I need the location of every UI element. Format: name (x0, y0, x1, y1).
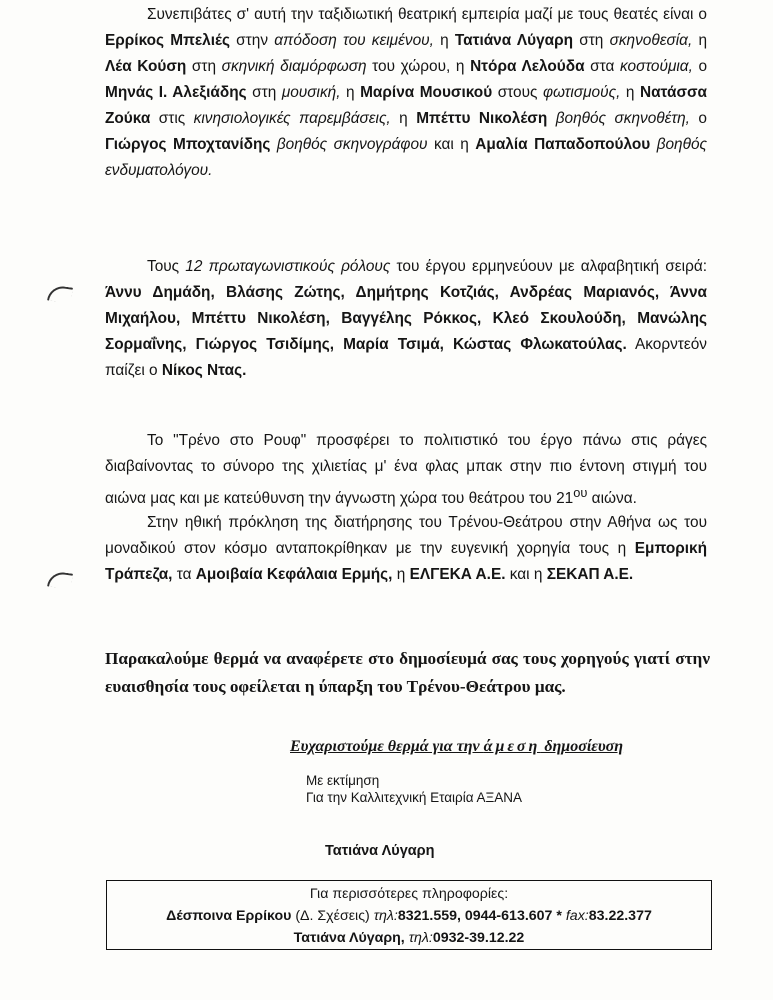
text-run: στις (150, 110, 194, 127)
text-run: του έργου ερμηνεύουν με αλφαβητική σειρά: (390, 258, 707, 275)
text-run: Μπέττυ Νικολέση (416, 110, 548, 127)
signer-name: Τατιάνα Λύγαρη (325, 843, 435, 859)
text-run: Μηνάς Ι. Αλεξιάδης (105, 84, 247, 101)
text-run: 8321.559, 0944-613.607 (397, 908, 553, 924)
text-run: στους (492, 84, 543, 101)
text-run: μουσική, (281, 84, 341, 101)
closing-company: Για την Καλλιτεχνική Εταιρία ΑΞΑΝΑ (306, 790, 523, 805)
text-run: ο (692, 58, 708, 75)
text-run: απόδοση του κειμένου, (274, 32, 434, 49)
text-run (547, 110, 555, 127)
text-run: (Δ. Σχέσεις) (291, 908, 374, 924)
text-run: η (692, 32, 708, 49)
text-run: Νατάσσα Ζούκα (105, 84, 707, 127)
paragraph-credits (105, 2, 707, 184)
sponsor-appeal: Παρακαλούμε θερμά να αναφέρετε στο δημοσίευμά σας τους χορηγούς γιατί στην ευαισθησία τους οφείλεται η ύπαρξη του Τρένου-Θεάτρου μας. (105, 649, 710, 696)
text-run: Τατιάνα Λύγαρη, (293, 930, 405, 946)
text-run: στην (229, 32, 275, 49)
punch-hole-mark (47, 570, 73, 589)
text-run: η (620, 84, 640, 101)
text-run: η (392, 566, 410, 583)
text-run: Εμπορική Τράπεζα, (105, 540, 707, 583)
text-run: βοηθός σκηνοθέτη, (555, 110, 690, 127)
contact-row-press (107, 905, 711, 927)
text-run: κοστούμια, (620, 58, 693, 75)
text-run: τηλ: (373, 908, 398, 924)
text-run: στα (584, 58, 621, 75)
text-run: Τους (147, 258, 186, 275)
text-run: Γιώργος Μποχτανίδης (105, 136, 271, 153)
text-run: η (340, 84, 361, 101)
text-run: τα (172, 566, 196, 583)
punch-hole-mark (47, 284, 73, 303)
contact-row-director (107, 927, 711, 949)
text-run: Άννυ Δημάδη, Βλάσης Ζώτης, Δημήτρης Κοτζιάς, Ανδρέας Μαριανός, Άννα Μιχαήλου, Μπέττυ Νικολέση, Βαγγέλης Ρόκκος, Κλεό Σκουλούδη, Μανώλης Σορμαΐνης, Γιώργος Τσιδίμης, Μαρία Τσιμά, Κώστας Φλωκατούλας. (105, 284, 707, 353)
text-run: * (552, 908, 566, 924)
text-run: ο (689, 110, 707, 127)
text-run: φωτισμούς, (542, 84, 621, 101)
text-run: ΕΛΓΕΚΑ Α.Ε. (409, 566, 506, 583)
text-run: σκηνική διαμόρφωση (221, 58, 367, 75)
paragraph-sponsors (105, 510, 707, 588)
text-run: η (433, 32, 455, 49)
text-run: ΣΕΚΑΠ Α.Ε. (546, 566, 634, 583)
contact-heading: Για περισσότερες πληροφορίες: (309, 886, 509, 902)
text-run: Ερρίκος Μπελιές (105, 32, 230, 49)
text-run: 12 πρωταγωνιστικούς ρόλους (185, 258, 391, 275)
text-run: βοηθός σκηνογράφου (276, 136, 428, 153)
text-run: κινησιολογικές παρεμβάσεις, (193, 110, 391, 127)
text-run: Λέα Κούση (105, 58, 187, 75)
text-run: στη (573, 32, 610, 49)
thanks-line: Ευχαριστούμε θερμά για την άμεση δημοσίευση (290, 738, 624, 755)
contact-info-box (106, 880, 712, 950)
text-run: τηλ: (408, 930, 433, 946)
text-run: Μαρίνα Μουσικού (360, 84, 493, 101)
paragraph-cast (105, 254, 707, 384)
text-run: βοηθός ενδυματολόγου. (105, 136, 707, 179)
text-run: ου (573, 485, 588, 500)
text-run: στη (246, 84, 282, 101)
text-run: η (390, 110, 417, 127)
text-run: 83.22.377 (588, 908, 652, 924)
text-run: αιώνα. (587, 490, 637, 508)
text-run: Ακορντεόν παίζει ο (105, 336, 707, 379)
closing-regards: Με εκτίμηση (306, 773, 380, 788)
text-run: και η (427, 136, 476, 153)
text-run: Τατιάνα Λύγαρη (454, 32, 574, 49)
text-run: Δέσποινα Ερρίκου (166, 908, 292, 924)
text-run: Στην ηθική πρόκληση της διατήρησης του Τρένου-Θεάτρου στην Αθήνα ως του μοναδικού στον κόσμο ανταποκρίθηκαν με την ευγενική χορηγία τους η (105, 514, 707, 557)
text-run: του χώρου, η (366, 58, 471, 75)
paragraph-train (105, 428, 707, 512)
text-run: Αμαλία Παπαδοπούλου (475, 136, 651, 153)
text-run: Νίκος Ντας. (161, 362, 247, 379)
text-run: Ντόρα Λελούδα (470, 58, 585, 75)
text-run: σκηνοθεσία, (609, 32, 693, 49)
text-run: στη (186, 58, 222, 75)
text-run: Αμοιβαία Κεφάλαια Ερμής, (195, 566, 393, 583)
text-run: Το "Τρένο στο Ρουφ" προσφέρει το πολιτιστικό του έργο πάνω στις ράγες διαβαίνοντας το σύνορο της χιλιετίας μ' ένα φλας μπακ στην πιο έντονη στιγμή του αιώνα μας και με κατεύθυνση την άγνωστη χώρα του θεάτρου του 21 (105, 432, 707, 508)
text-run: fax: (565, 908, 589, 924)
text-run: 0932-39.12.22 (432, 930, 525, 946)
text-run: Συνεπιβάτες σ' αυτή την ταξιδιωτική θεατρική εμπειρία μαζί με τους θεατές είναι ο (147, 6, 707, 23)
text-run: και η (505, 566, 547, 583)
